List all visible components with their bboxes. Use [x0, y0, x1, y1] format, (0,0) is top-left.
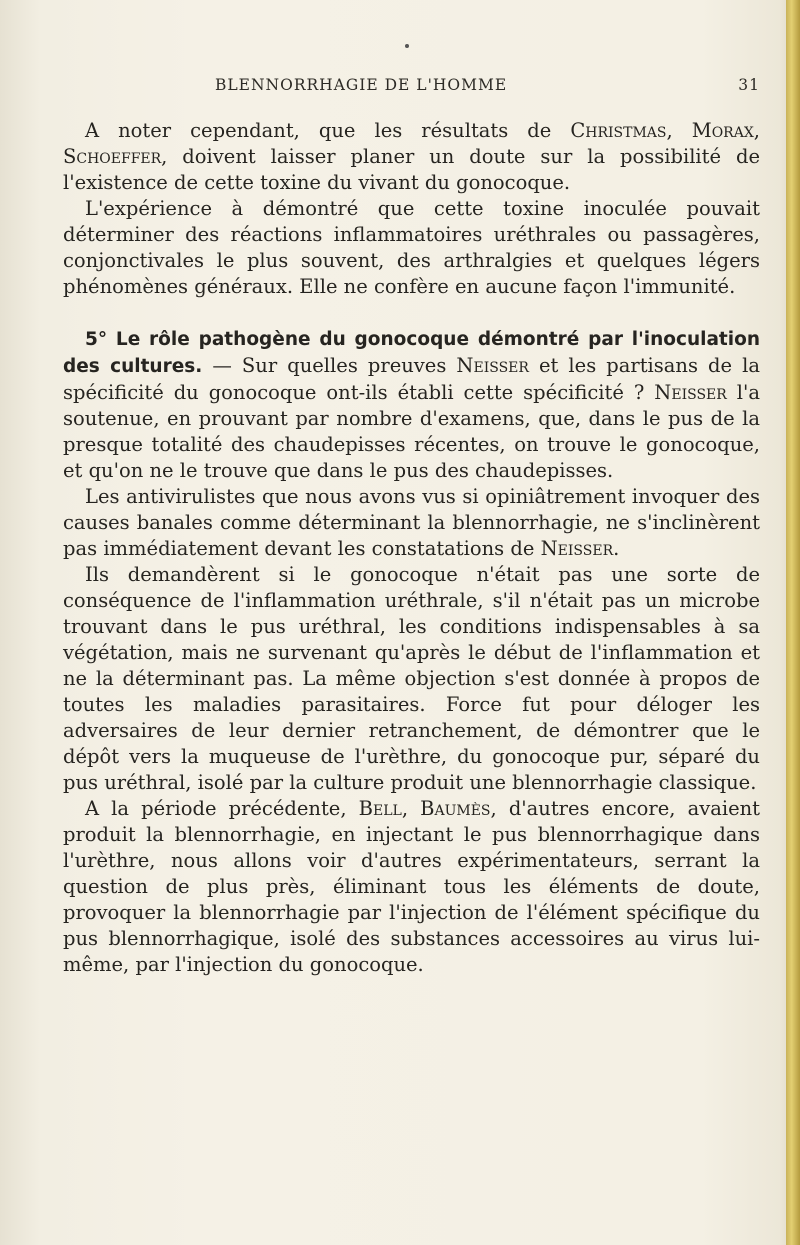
- body-text: [63, 118, 760, 978]
- paragraph-4: [63, 484, 760, 562]
- paragraph-5: Ils demandèrent si le gonocoque n'était pas une sorte de conséquence de l'inflammation uréthrale, s'il n'était pas un microbe trouvant dans le pus uréthral, les conditions indispensables à sa végétation, mais ne survenant qu'après le début de l'inflammation et ne la déterminant pas. La même objection s'est donnée à propos de toutes les maladies parasitaires. Force fut pour déloger les adversaires de leur dernier retranchement, de démontrer que le dépôt vers la muqueuse de l'urèthre, du gonocoque pur, séparé du pus uréthral, isolé par la culture produit une blennorrhagie classique.: [63, 563, 760, 794]
- author-name: Bell: [358, 797, 402, 820]
- author-name: Christmas: [570, 119, 667, 142]
- page-header: [215, 76, 760, 94]
- print-speck: [405, 44, 409, 48]
- paragraph-1: [63, 118, 760, 196]
- author-name: Neisser: [654, 381, 727, 404]
- author-name: Schoeffer: [63, 145, 162, 168]
- author-name: Neisser: [456, 354, 529, 377]
- text-run: ,: [753, 119, 760, 142]
- page-number: 31: [738, 76, 760, 94]
- author-name: Morax: [691, 119, 754, 142]
- text-run: , doivent laisser planer un doute sur la possibilité de l'existence de cette toxine du vivant du gonocoque.: [63, 145, 760, 194]
- text-run: ,: [666, 119, 692, 142]
- paragraph-3: [63, 326, 760, 484]
- text-run: A la période précédente,: [85, 797, 359, 820]
- author-name: Neisser: [540, 537, 614, 560]
- paragraph-6: [63, 796, 760, 978]
- text-run: .: [613, 537, 620, 560]
- text-run: A noter cependant, que les résultats de: [85, 119, 571, 142]
- text-run: ,: [401, 797, 421, 820]
- section-heading: 5° Le rôle pathogène du gonocoque démontré par l'inoculation des cultures.: [63, 329, 760, 377]
- text-run: Les antivirulistes que nous avons vus si opiniâtrement invoquer des causes banales comme déterminant la blennorrhagie, ne s'inclinèrent pas immédiatement devant les constatations de: [63, 485, 760, 560]
- book-spine-edge: [786, 0, 800, 1245]
- text-run: et les partisans de la spécificité du gonocoque ont-ils établi cette spécificité ?: [63, 354, 760, 404]
- text-run: , d'autres encore, avaient produit la blennorrhagie, en injectant le pus blennorrhagique dans l'urèthre, nous allons voir d'autres expérimentateurs, serrant la question de plus près, éliminant tous les éléments de doute, provoquer la blennorrhagie par l'injection de l'élément spécifique du pus blennorrhagique, isolé des substances accessoires au virus lui-même, par l'injection du gonocoque.: [63, 797, 761, 976]
- running-title: BLENNORRHAGIE DE L'HOMME: [215, 76, 508, 94]
- author-name: Baumès: [420, 797, 491, 820]
- paragraph-2: L'expérience à démontré que cette toxine inoculée pouvait déterminer des réactions inflammatoires uréthrales ou passagères, conjonctivales le plus souvent, des arthralgies et quelques légers phénomènes généraux. Elle ne confère en aucune façon l'immunité.: [63, 197, 760, 298]
- text-run: — Sur quelles preuves: [202, 354, 457, 377]
- text-run: l'a soutenue, en prouvant par nombre d'examens, que, dans le pus de la presque totalité des chaudepisses récentes, on trouve le gonocoque, et qu'on ne le trouve que dans le pus des chaudepisses.: [63, 381, 761, 482]
